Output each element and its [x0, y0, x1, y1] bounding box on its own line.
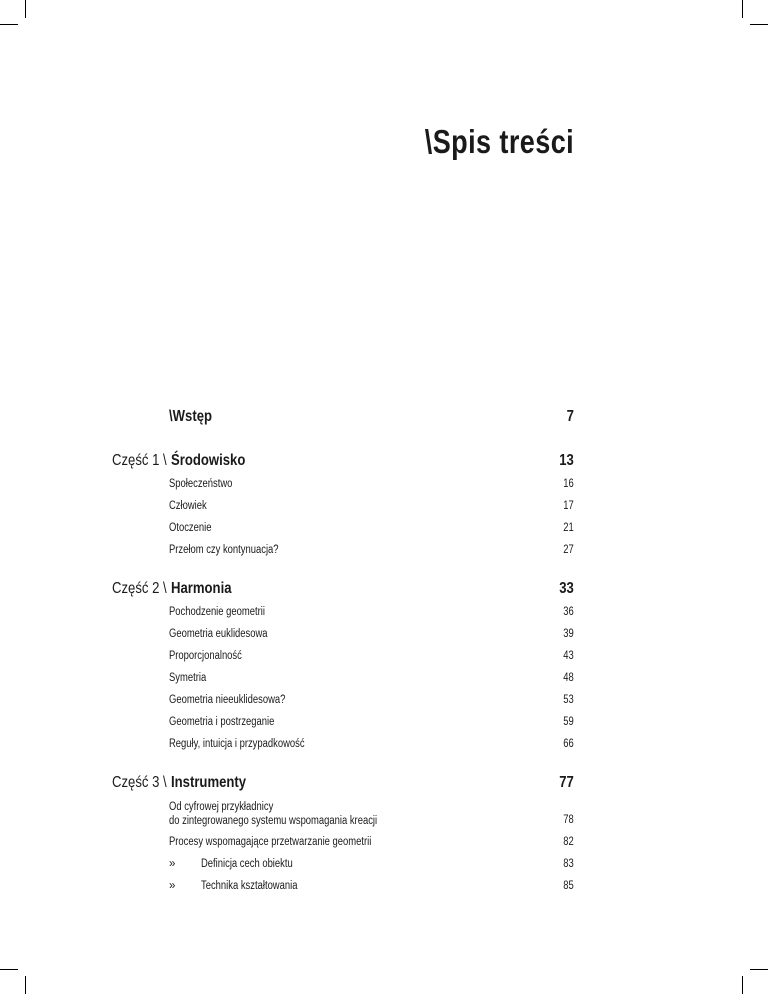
toc-entry-label: Człowiek	[169, 500, 207, 512]
toc-entry-page: 36	[563, 606, 574, 618]
toc-entry-page: 66	[563, 738, 574, 750]
toc-entry-label: Reguły, intuicja i przypadkowość	[169, 738, 305, 750]
toc-entry-label: Symetria	[169, 672, 207, 684]
crop-mark-bottom-right-h	[750, 969, 768, 970]
toc-entry-page: 82	[563, 836, 574, 848]
toc-entry-label: Społeczeństwo	[169, 478, 233, 490]
crop-mark-top-left-h	[0, 24, 18, 25]
toc-intro-page: 7	[566, 408, 574, 425]
bullet-icon: »	[169, 880, 176, 892]
toc-entry-page: 78	[563, 814, 574, 826]
toc-part-name: Środowisko	[171, 452, 246, 469]
toc-entry-page: 53	[563, 694, 574, 706]
toc-part-prefix: Część 1 \	[112, 452, 167, 469]
toc-entry-page: 17	[563, 500, 574, 512]
toc-entry-label: Otoczenie	[169, 522, 212, 534]
page-title: \Spis treści	[424, 123, 574, 160]
toc-part-page: 77	[559, 774, 574, 791]
toc-part-prefix: Część 3 \	[112, 774, 167, 791]
toc-entry-label: Pochodzenie geometrii	[169, 606, 265, 618]
toc-entry-label: Geometria euklidesowa	[169, 628, 268, 640]
crop-mark-bottom-left	[25, 976, 26, 994]
toc-entry-label: Proporcjonalność	[169, 650, 242, 662]
toc-part-page: 13	[559, 452, 574, 469]
crop-mark-top-right	[742, 0, 743, 18]
toc-entry-label: Procesy wspomagające przetwarzanie geometrii	[169, 836, 372, 848]
toc-entry-label: Geometria nieeuklidesowa?	[169, 694, 286, 706]
toc-part-name: Instrumenty	[171, 774, 247, 791]
toc-intro-label: \Wstęp	[169, 408, 213, 425]
toc-entry-page: 43	[563, 650, 574, 662]
toc-entry-page: 48	[563, 672, 574, 684]
crop-mark-bottom-left-h	[0, 969, 18, 970]
toc-entry-label: Geometria i postrzeganie	[169, 716, 275, 728]
toc-entry-page: 85	[563, 880, 574, 892]
toc-entry-page: 16	[563, 478, 574, 490]
toc-entry-page: 59	[563, 716, 574, 728]
toc-entry-label: Od cyfrowej przykładnicy do zintegrowanego systemu wspomagania kreacji	[169, 801, 378, 827]
toc-entry-page: 39	[563, 628, 574, 640]
toc-part-name: Harmonia	[171, 580, 232, 597]
toc-part-prefix: Część 2 \	[112, 580, 167, 597]
bullet-icon: »	[169, 858, 176, 870]
toc-entry-page: 21	[563, 522, 574, 534]
toc-entry-label: Technika kształtowania	[201, 880, 298, 892]
crop-mark-top-left	[25, 0, 26, 18]
toc-part-page: 33	[559, 580, 574, 597]
toc-entry-page: 83	[563, 858, 574, 870]
crop-mark-top-right-h	[750, 24, 768, 25]
crop-mark-bottom-right	[742, 976, 743, 994]
toc-entry-page: 27	[563, 544, 574, 556]
toc-entry-label: Przełom czy kontynuacja?	[169, 544, 279, 556]
toc-entry-label: Definicja cech obiektu	[201, 858, 293, 870]
